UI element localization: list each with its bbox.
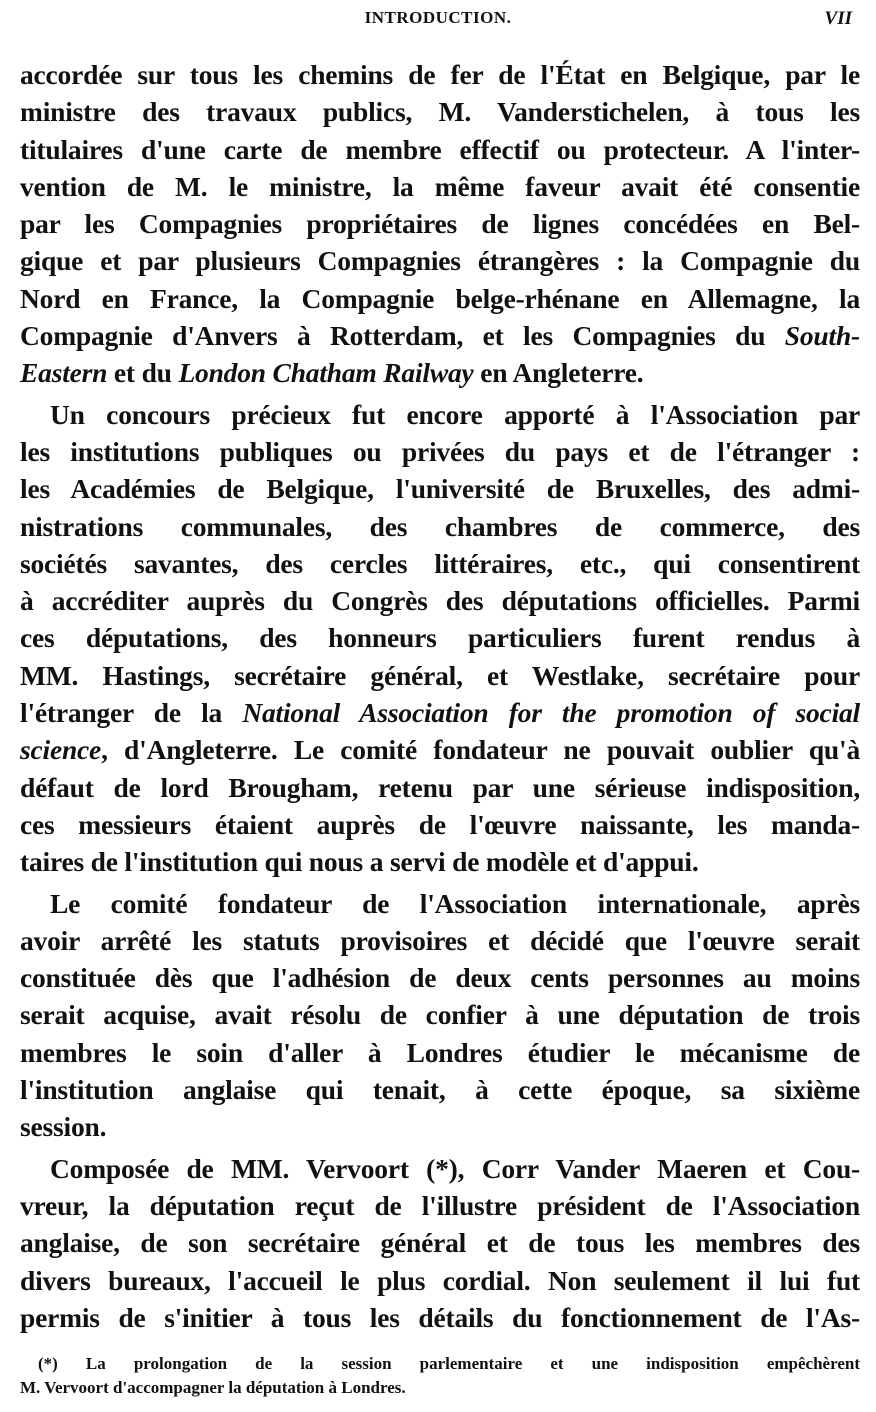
text-line: vreur, la députation reçut de l'illustre président de l'Association bbox=[20, 1189, 860, 1221]
text-line: nistrations communales, des chambres de commerce, des bbox=[20, 510, 860, 542]
text-line: l'institution anglaise qui tenait, à cette époque, sa sixième bbox=[20, 1074, 860, 1106]
body-text bbox=[20, 56, 860, 1336]
text-line: Un concours précieux fut encore apporté à l'Association par bbox=[50, 398, 860, 430]
page-number: VII bbox=[824, 8, 852, 29]
text-line: Compagnie d'Anvers à Rotterdam, et les Compagnies du South- bbox=[20, 320, 860, 352]
text-line: ces messieurs étaient auprès de l'œuvre naissante, les manda- bbox=[20, 808, 860, 840]
footnote-line: M. Vervoort d'accompagner la députation à Londres. bbox=[20, 1378, 406, 1397]
paragraph bbox=[20, 56, 860, 392]
text-line: les Académies de Belgique, l'université de Bruxelles, des admi- bbox=[20, 473, 860, 505]
running-title: INTRODUCTION. bbox=[364, 8, 512, 27]
text-line: Composée de MM. Vervoort (*), Corr Vander Maeren et Cou- bbox=[50, 1152, 860, 1184]
text-line: anglaise, de son secrétaire général et de tous les membres des bbox=[20, 1227, 860, 1259]
text-line: taires de l'institution qui nous a servi de modèle et d'appui. bbox=[20, 846, 699, 878]
text-line: gique et par plusieurs Compagnies étrangères : la Compagnie du bbox=[20, 245, 860, 277]
text-line: avoir arrêté les statuts provisoires et décidé que l'œuvre serait bbox=[20, 924, 860, 956]
footnote-line: (*) La prolongation de la session parlementaire et une indisposition empêchèrent bbox=[38, 1354, 860, 1373]
text-line: Nord en France, la Compagnie belge-rhénane en Allemagne, la bbox=[20, 282, 860, 314]
text-line: serait acquise, avait résolu de confier à une députation de trois bbox=[20, 999, 860, 1031]
text-line: ministre des travaux publics, M. Vanderstichelen, à tous les bbox=[20, 96, 860, 128]
text-line: à accréditer auprès du Congrès des députations officielles. Parmi bbox=[20, 585, 860, 617]
text-line: accordée sur tous les chemins de fer de l'État en Belgique, par le bbox=[20, 59, 860, 90]
text-line: session. bbox=[20, 1111, 107, 1143]
running-head bbox=[0, 8, 876, 38]
text-line: l'étranger de la National Association for the promotion of social bbox=[20, 697, 860, 729]
text-line: ces députations, des honneurs particuliers furent rendus à bbox=[20, 622, 860, 654]
text-line: vention de M. le ministre, la même faveur avait été consentie bbox=[20, 170, 860, 202]
text-line: défaut de lord Brougham, retenu par une sérieuse indisposition, bbox=[20, 771, 860, 803]
text-line: les institutions publiques ou privées du pays et de l'étranger : bbox=[20, 435, 860, 467]
paragraph bbox=[20, 1150, 860, 1336]
paragraph bbox=[20, 396, 860, 881]
text-line: par les Compagnies propriétaires de lignes concédées en Bel- bbox=[20, 208, 860, 240]
text-line: membres le soin d'aller à Londres étudier le mécanisme de bbox=[20, 1036, 860, 1068]
text-line: sociétés savantes, des cercles littéraires, etc., qui consentirent bbox=[20, 547, 860, 579]
text-line: divers bureaux, l'accueil le plus cordial. Non seulement il lui fut bbox=[20, 1264, 860, 1296]
paragraph bbox=[20, 885, 860, 1146]
text-line: permis de s'initier à tous les détails du fonctionnement de l'As- bbox=[20, 1301, 860, 1333]
text-line: science, d'Angleterre. Le comité fondateur ne pouvait oublier qu'à bbox=[20, 734, 860, 766]
text-line: MM. Hastings, secrétaire général, et Westlake, secrétaire pour bbox=[20, 659, 860, 691]
text-line: constituée dès que l'adhésion de deux cents personnes au moins bbox=[20, 962, 860, 994]
footnote bbox=[20, 1352, 860, 1400]
text-line: titulaires d'une carte de membre effectif ou protecteur. A l'inter- bbox=[20, 133, 860, 165]
text-line: Le comité fondateur de l'Association internationale, après bbox=[50, 887, 860, 919]
text-line: Eastern et du London Chatham Railway en Angleterre. bbox=[20, 357, 644, 389]
